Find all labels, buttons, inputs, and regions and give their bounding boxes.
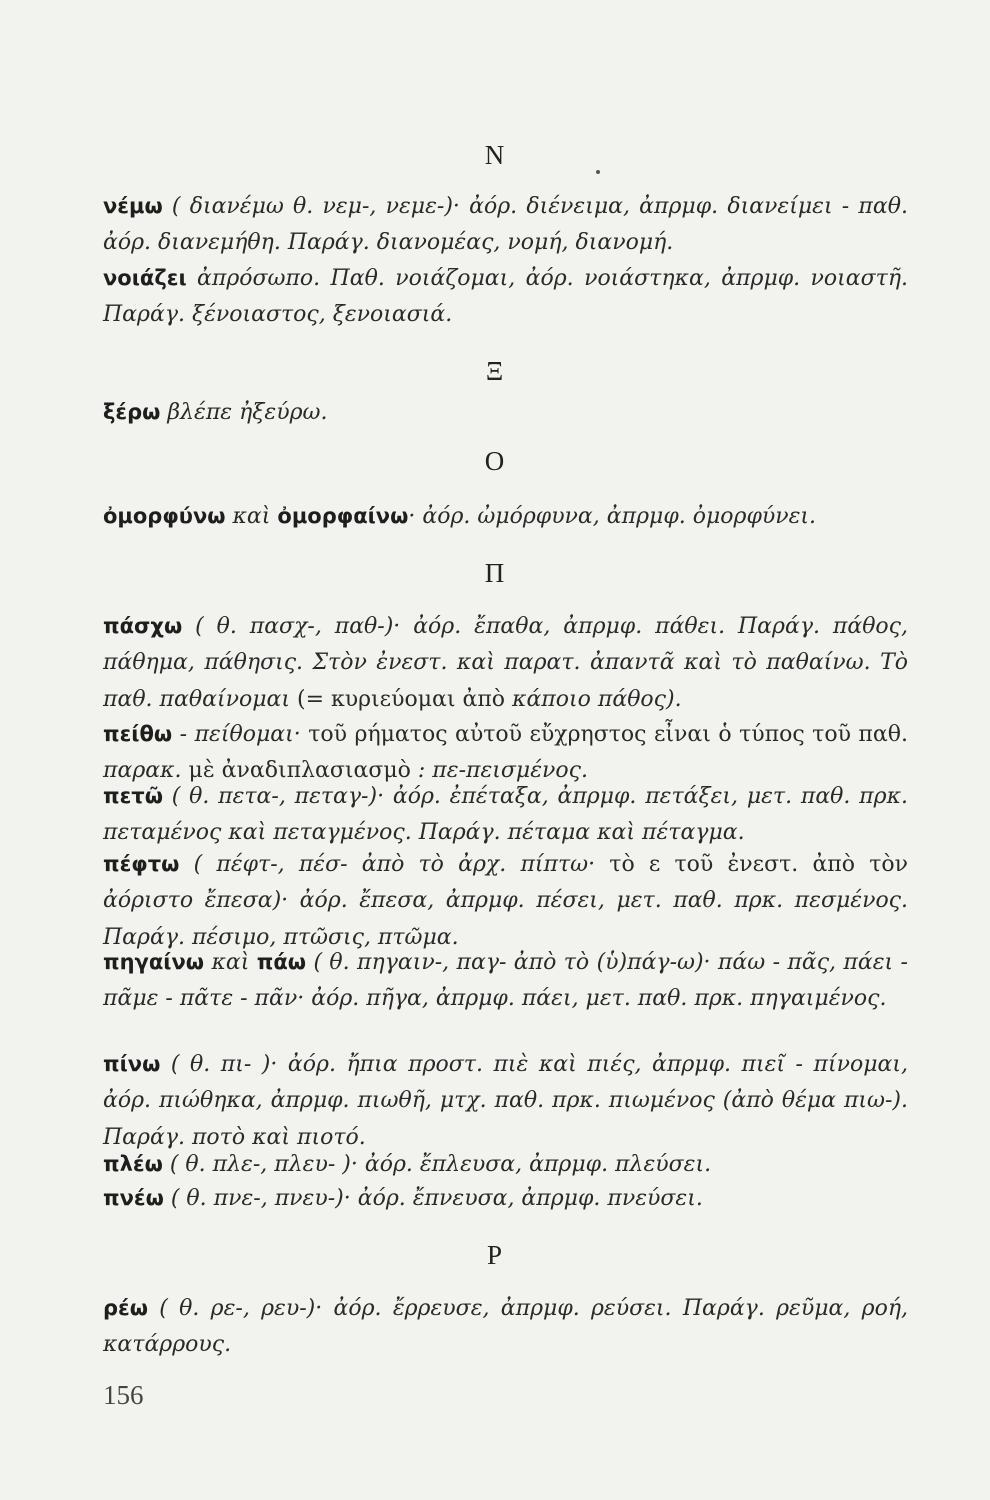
entry-text: ( θ. πνε-, πνευ-)· ἀόρ. ἔπνευσα, ἀπρμφ. πνεύσει.	[163, 1186, 703, 1211]
headword: πνέω	[103, 1186, 164, 1210]
entry-text-2: ( θ. πηγαιν-, παγ- ἀπὸ τὸ (ὑ)πάγ-ω)· πάω - πᾶς, πάει - πᾶμε - πᾶτε - πᾶν· ἀόρ. πῆγα, ἀπρμφ. πάει, μετ. παθ. πρκ. πηγαιμένος.	[103, 950, 908, 1012]
headword-2: ὀμορφαίνω	[277, 504, 409, 528]
headword: πλέω	[103, 1152, 163, 1176]
entry-text: ( πέφτ-, πέσ- ἀπὸ τὸ ἀρχ. πίπτω·	[179, 852, 610, 877]
entry-text: ἀπρόσωπο. Παθ. νοιάζομαι, ἀόρ. νοιάστηκα, ἀπρμφ. νοιαστῆ. Παράγ. ξένοιαστος, ξενοιασιά.	[103, 266, 908, 328]
entry-text: ( θ. πλε-, πλευ- )· ἀόρ. ἔπλευσα, ἀπρμφ. πλεύσει.	[162, 1152, 712, 1177]
letter-heading-xi: Ξ	[485, 356, 505, 386]
entry-pino	[103, 1046, 908, 1156]
stray-dot	[596, 170, 600, 174]
entry-text-3: ἀόριστο ἔπεσα)· ἀόρ. ἔπεσα, ἀπρμφ. πέσει, μετ. παθ. πρκ. πεσμένος. Παράγ. πέσιμο, πτῶσις, πτῶμα.	[103, 888, 908, 950]
entry-text-upright: (= κυριεύομαι ἀπὸ	[296, 686, 506, 712]
entry-omorfyno	[103, 498, 908, 535]
entry-text: ( θ. πετα-, πεταγ-)· ἀόρ. ἐπέταξα, ἀπρμφ. πετάξει, μετ. παθ. πρκ. πεταμένος καὶ πεταγμένος. Παράγ. πέταμα καὶ πέταγμα.	[103, 784, 908, 846]
letter-heading-n: N	[484, 140, 506, 170]
entry-nemo	[103, 188, 908, 262]
letter-heading-rho: P	[486, 1240, 504, 1270]
entry-text-2: · ἀόρ. ὠμόρφυνα, ἀπρμφ. ὀμορφύνει.	[408, 504, 817, 529]
entry-ksero	[103, 394, 908, 431]
headword: πηγαίνω	[103, 950, 205, 974]
headword: πάσχω	[103, 614, 183, 638]
entry-text: - πείθομαι·	[172, 722, 309, 747]
entry-pigaino	[103, 944, 908, 1018]
headword-2: πάω	[256, 950, 307, 974]
entry-text: καὶ	[225, 504, 278, 529]
entry-text: βλέπε ἠξεύρω.	[160, 400, 328, 425]
headword: ὀμορφύνω	[103, 504, 226, 528]
entry-text: ( θ. πι- )· ἀόρ. ἤπια προστ. πιὲ καὶ πιές, ἀπρμφ. πιεῖ - πίνομαι, ἀόρ. πιώθηκα, ἀπρμφ. πιωθῆ, μτχ. παθ. πρκ. πιωμένος (ἀπὸ θέμα πιω-). Παράγ. ποτὸ καὶ πιοτό.	[103, 1052, 908, 1150]
entry-text: ( θ. ρε-, ρευ-)· ἀόρ. ἔρρευσε, ἀπρμφ. ρεύσει. Παράγ. ρεῦμα, ροή, κατάρρους.	[103, 1296, 908, 1358]
letter-heading-o: O	[484, 446, 506, 476]
headword: πέφτω	[103, 852, 180, 876]
entry-noiazei	[103, 260, 908, 334]
entry-text-upright-2: μὲ ἀναδιπλασιασμὸ	[188, 758, 411, 784]
letter-heading-pi: Π	[484, 558, 506, 588]
entry-text-upright: τοῦ ρήματος αὐτοῦ εὔχρηστος εἶναι ὁ τύπος τοῦ παθ.	[308, 722, 908, 747]
entry-text-5: : πε-πεισμένος.	[410, 758, 588, 784]
entry-text-3: παρακ.	[103, 758, 189, 784]
page-number: 156	[103, 1380, 144, 1410]
headword: νοιάζει	[103, 266, 187, 290]
entry-reo	[103, 1290, 908, 1364]
entry-text-upright: τὸ ε τοῦ ἐνεστ. ἀπὸ τὸν	[609, 852, 909, 877]
entry-text: καὶ	[204, 950, 257, 975]
headword: πίνω	[103, 1052, 161, 1076]
entry-text: ( θ. πασχ-, παθ-)· ἀόρ. ἔπαθα, ἀπρμφ. πάθει. Παράγ. πάθος, πάθημα, πάθησις. Στὸν ἐνεστ. καὶ παρατ. ἀπαντᾶ καὶ τὸ παθαίνω. Τὸ παθ. παθαίνομαι	[103, 614, 908, 712]
entry-pefto	[103, 846, 908, 956]
entry-text-3: κάποιο πάθος).	[505, 686, 682, 712]
headword: πετῶ	[103, 784, 163, 808]
headword: ρέω	[103, 1296, 148, 1320]
headword: νέμω	[103, 194, 163, 218]
entry-pneo	[103, 1180, 908, 1217]
headword: πείθω	[103, 722, 173, 746]
entry-peto	[103, 778, 908, 852]
entry-text: ( διανέμω θ. νεμ-, νεμε-)· ἀόρ. διένειμα, ἀπρμφ. διανείμει - παθ. ἀόρ. διανεμήθη. Παράγ. διανομέας, νομή, διανομή.	[103, 194, 908, 256]
headword: ξέρω	[103, 400, 161, 424]
entry-pleo	[103, 1146, 908, 1183]
entry-pasxo	[103, 608, 908, 718]
